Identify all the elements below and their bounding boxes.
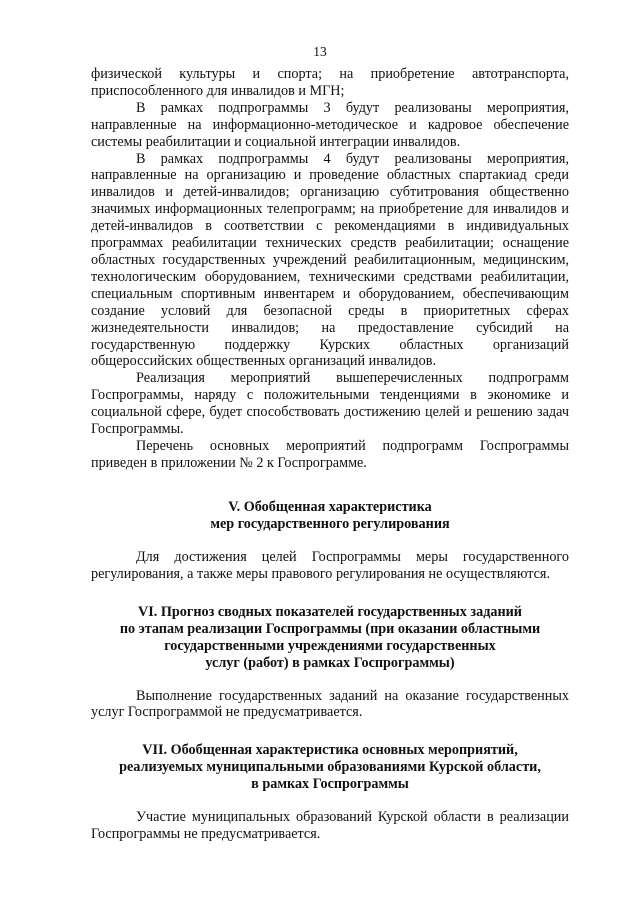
section-7-heading-line-3: в рамках Госпрограммы xyxy=(251,776,409,793)
section-5-heading xyxy=(91,499,569,533)
section-6-text: Выполнение государственных заданий на оказание государственных услуг Госпрограммой не предусматривается. xyxy=(91,687,569,721)
paragraph-continuation: физической культуры и спорта; на приобретение автотранспорта, приспособленного для инвалидов и МГН; xyxy=(91,66,569,99)
section-6-heading xyxy=(91,604,569,672)
section-7-heading-line-2: реализуемых муниципальными образованиями Курской области, xyxy=(119,759,541,776)
section-6-heading-line-2: по этапам реализации Госпрограммы (при оказании областными xyxy=(119,620,541,637)
section-7-heading xyxy=(91,742,569,793)
paragraph-subprogram-4: В рамках подпрограммы 4 будут реализованы мероприятия, направленные на организацию и проведение областных спартакиад среди инвалидов и детей-инвалидов; организацию субтитрования общественно значимых информационных телепрограмм; на приобретение для инвалидов и детей-инвалидов в соответствии с рекомендациями в индивидуальных программах реабилитации технических средств реабилитации; оснащение областных государственных учреждений реабилитационным, медицинским, технологическим оборудованием, техническими средствами реабилитации, специальным спортивным инвентарем и оборудованием, обеспечивающим создание условий для безопасной среды в приоритетных сферах жизнедеятельности инвалидов; на предоставление субсидий на государственную поддержку Курских областных организаций общероссийских общественных организаций инвалидов. xyxy=(91,150,569,370)
section-5-heading-line-2: мер государственного регулирования xyxy=(210,515,450,532)
section-7-heading-line-1: VII. Обобщенная характеристика основных мероприятий, xyxy=(142,742,518,759)
page-body xyxy=(91,66,569,843)
paragraph-list-reference: Перечень основных мероприятий подпрограмм Госпрограммы приведен в приложении № 2 к Госпрограмме. xyxy=(91,437,569,471)
section-6-heading-line-4: услуг (работ) в рамках Госпрограммы) xyxy=(205,654,455,671)
section-5-heading-line-1: V. Обобщенная характеристика xyxy=(228,498,432,515)
section-6-heading-line-3: государственными учреждениями государственных xyxy=(164,637,496,654)
paragraph-implementation: Реализация мероприятий вышеперечисленных подпрограмм Госпрограммы, наряду с положительными тенденциями в экономике и социальной сфере, будет способствовать достижению целей и решению задач Госпрограммы. xyxy=(91,370,569,438)
section-6-heading-line-1: VI. Прогноз сводных показателей государственных заданий xyxy=(138,603,522,620)
section-7-text: Участие муниципальных образований Курской области в реализации Госпрограммы не предусматривается. xyxy=(91,809,569,843)
section-5-text: Для достижения целей Госпрограммы меры государственного регулирования, а также меры правового регулирования не осуществляются. xyxy=(91,548,569,582)
page-number: 13 xyxy=(313,44,327,59)
paragraph-subprogram-3: В рамках подпрограммы 3 будут реализованы мероприятия, направленные на информационно-методическое и кадровое обеспечение системы реабилитации и социальной интеграции инвалидов. xyxy=(91,99,569,150)
